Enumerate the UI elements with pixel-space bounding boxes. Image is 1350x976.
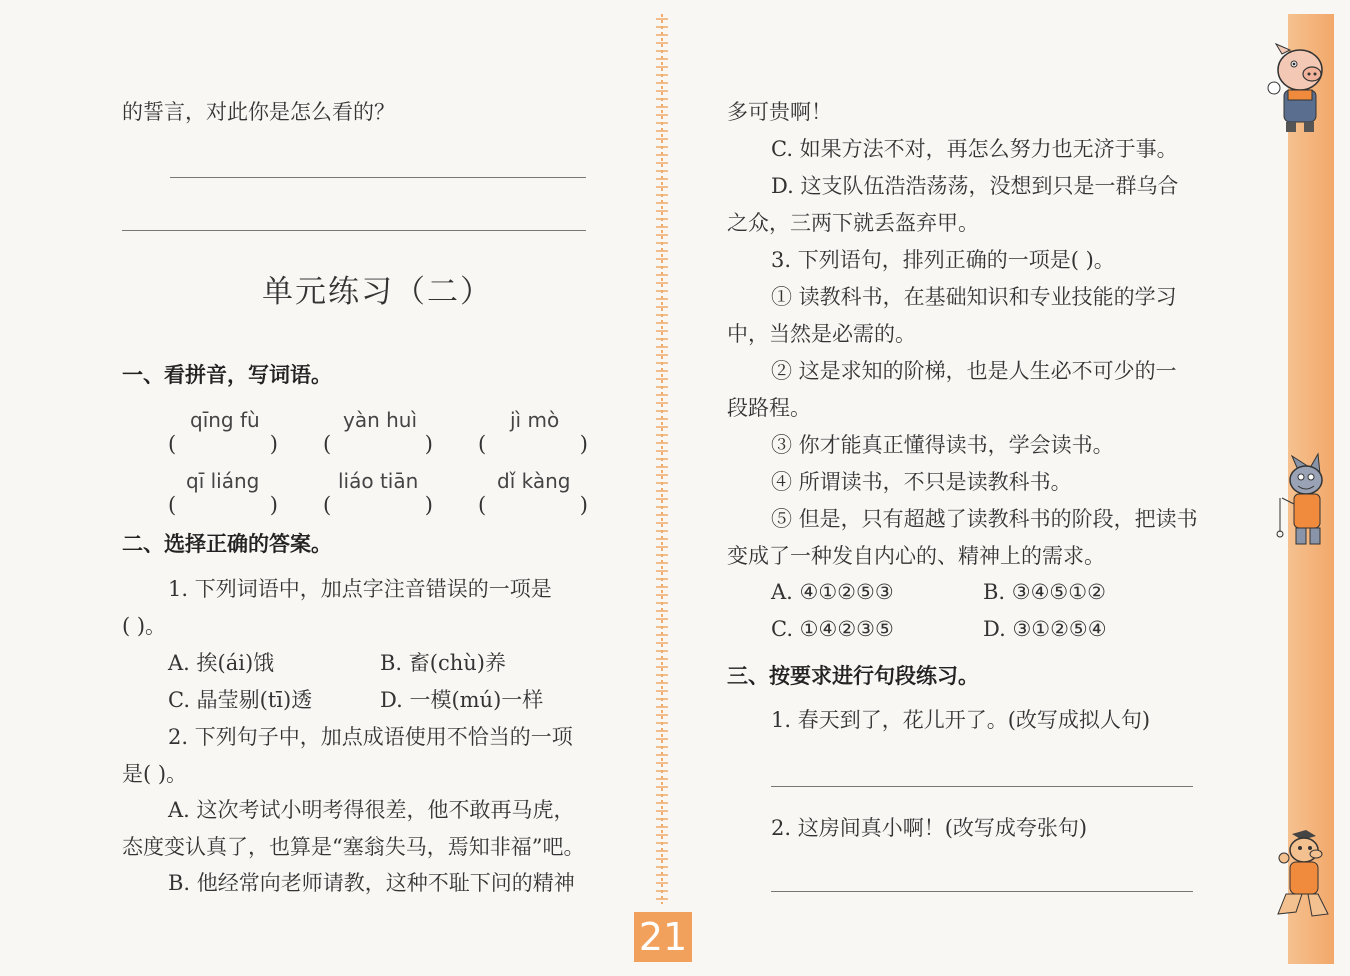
question-1-line-2: ( )。 xyxy=(122,614,167,638)
sentence-1-line-1: ① 读教科书，在基础知识和专业技能的学习 xyxy=(771,285,1177,309)
sentence-4: ④ 所谓读书，不只是读教科书。 xyxy=(771,470,1072,494)
answer-box-2[interactable]: ( ) xyxy=(323,432,433,456)
answer-box-4[interactable]: ( ) xyxy=(168,493,278,517)
question-3: 3. 下列语句，排列正确的一项是( )。 xyxy=(771,248,1115,272)
exercise-2-answer-line[interactable] xyxy=(771,891,1193,892)
q1-option-d: D. 一模(mú)一样 xyxy=(380,688,544,712)
pinyin-6: dǐ kàng xyxy=(497,469,571,493)
question-2-line-1: 2. 下列句子中，加点成语使用不恰当的一项 xyxy=(168,725,573,749)
q2-option-d-line-2: 之众，三两下就丢盔弃甲。 xyxy=(727,211,979,235)
q3-option-b: B. ③④⑤①② xyxy=(983,580,1106,604)
pinyin-2: yàn huì xyxy=(343,408,418,432)
exercise-1: 1. 春天到了，花儿开了。(改写成拟人句) xyxy=(771,708,1151,732)
answer-box-5[interactable]: ( ) xyxy=(323,493,433,517)
question-1-line-1: 1. 下列词语中，加点字注音错误的一项是 xyxy=(168,577,552,601)
q1-option-c: C. 晶莹剔(tī)透 xyxy=(168,688,313,712)
exercise-1-answer-line[interactable] xyxy=(771,786,1193,787)
answer-line-2[interactable] xyxy=(122,230,586,231)
pinyin-5: liáo tiān xyxy=(338,469,419,493)
answer-box-6[interactable]: ( ) xyxy=(478,493,588,517)
q2-option-a-line-2: 态度变认真了，也算是“塞翁失马，焉知非福”吧。 xyxy=(122,835,585,859)
sentence-2-line-2: 段路程。 xyxy=(727,396,811,420)
sentence-1-line-2: 中，当然是必需的。 xyxy=(727,322,916,346)
exercise-2: 2. 这房间真小啊！(改写成夸张句) xyxy=(771,816,1088,840)
q2-option-a-line-1: A. 这次考试小明考得很差，他不敢再马虎， xyxy=(168,798,575,822)
wolf-mascot-icon xyxy=(1270,448,1336,553)
answer-line-1[interactable] xyxy=(170,177,586,178)
section-3-heading: 三、按要求进行句段练习。 xyxy=(727,664,979,688)
q1-option-b: B. 畜(chù)养 xyxy=(380,651,506,675)
sentence-5-line-1: ⑤ 但是，只有超越了读教科书的阶段，把读书 xyxy=(771,507,1198,531)
answer-box-3[interactable]: ( ) xyxy=(478,432,588,456)
q1-option-a: A. 挨(ái)饿 xyxy=(168,651,275,675)
pinyin-4: qī liáng xyxy=(186,469,260,493)
q3-option-c: C. ①④②③⑤ xyxy=(771,617,894,641)
sentence-5-line-2: 变成了一种发自内心的、精神上的需求。 xyxy=(727,544,1105,568)
page-number: 21 xyxy=(634,912,692,962)
q3-option-a: A. ④①②⑤③ xyxy=(771,580,894,604)
pinyin-3: jì mò xyxy=(510,408,560,432)
q2-option-b-line-1: B. 他经常向老师请教，这种不耻下问的精神 xyxy=(168,871,575,895)
dog-mascot-icon xyxy=(1272,828,1338,926)
continued-question-line: 的誓言，对此你是怎么看的？ xyxy=(122,100,395,124)
pinyin-1: qīng fù xyxy=(190,408,260,432)
pig-mascot-icon xyxy=(1262,40,1336,135)
answer-box-1[interactable]: ( ) xyxy=(168,432,278,456)
q2-option-d-line-1: D. 这支队伍浩浩荡荡，没想到只是一群乌合 xyxy=(771,174,1179,198)
q2-option-c: C. 如果方法不对，再怎么努力也无济于事。 xyxy=(771,137,1178,161)
sentence-3: ③ 你才能真正懂得读书，学会读书。 xyxy=(771,433,1114,457)
question-2-line-2: 是( )。 xyxy=(122,762,188,786)
q3-option-d: D. ③①②⑤④ xyxy=(983,617,1107,641)
q2-option-b-line-2: 多可贵啊！ xyxy=(727,100,832,124)
unit-title: 单元练习（二） xyxy=(262,274,493,310)
section-1-heading: 一、看拼音，写词语。 xyxy=(122,363,332,387)
page-spine xyxy=(656,14,668,904)
sentence-2-line-1: ② 这是求知的阶梯，也是人生必不可少的一 xyxy=(771,359,1177,383)
section-2-heading: 二、选择正确的答案。 xyxy=(122,532,332,556)
